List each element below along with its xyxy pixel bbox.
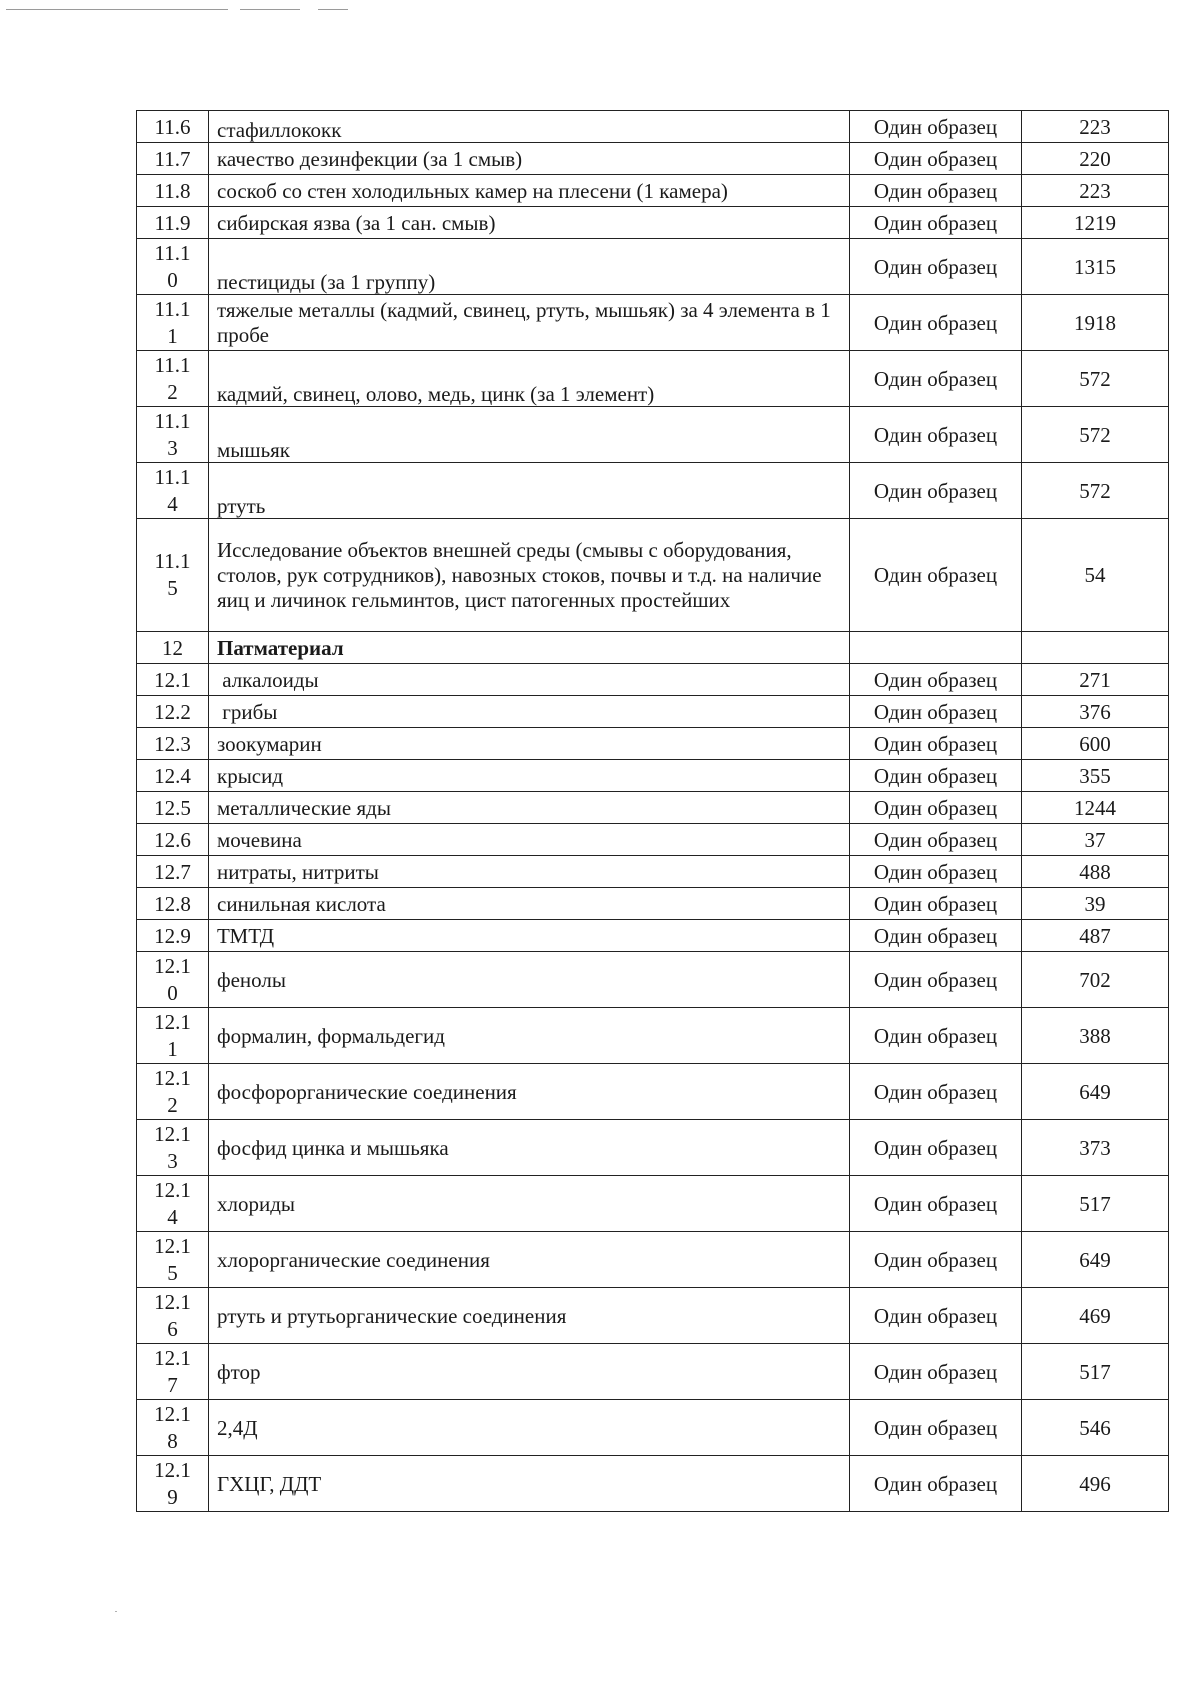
table-row — [137, 792, 1169, 824]
service-name: сибирская язва (за 1 сан. смыв) — [209, 207, 850, 239]
item-number-part: 6 — [167, 1316, 178, 1341]
price-value: 487 — [1022, 920, 1169, 952]
price-value: 376 — [1022, 696, 1169, 728]
item-number — [137, 519, 209, 632]
table-row — [137, 920, 1169, 952]
item-number: 12.6 — [137, 824, 209, 856]
price-value: 496 — [1022, 1456, 1169, 1512]
item-number-part: 11.1 — [154, 464, 191, 489]
table-row — [137, 664, 1169, 696]
unit-of-measure: Один образец — [850, 696, 1022, 728]
item-number: 11.8 — [137, 175, 209, 207]
table-row — [137, 888, 1169, 920]
item-number-part: 9 — [167, 1484, 178, 1509]
unit-of-measure: Один образец — [850, 1008, 1022, 1064]
item-number-part: 8 — [167, 1428, 178, 1453]
service-name: тяжелые металлы (кадмий, свинец, ртуть, мышьяк) за 4 элемента в 1 пробе — [209, 295, 850, 351]
item-number-part: 12.1 — [154, 1233, 191, 1258]
price-value: 1244 — [1022, 792, 1169, 824]
service-name: кадмий, свинец, олово, медь, цинк (за 1 элемент) — [209, 351, 850, 407]
table-row — [137, 1064, 1169, 1120]
table-row — [137, 111, 1169, 143]
unit-of-measure: Один образец — [850, 1456, 1022, 1512]
price-value: 469 — [1022, 1288, 1169, 1344]
table-row — [137, 856, 1169, 888]
table-row — [137, 1288, 1169, 1344]
price-value: 39 — [1022, 888, 1169, 920]
price-value: 388 — [1022, 1008, 1169, 1064]
scan-speck — [115, 1611, 117, 1612]
unit-of-measure: Один образец — [850, 824, 1022, 856]
item-number-part: 5 — [167, 1260, 178, 1285]
item-number — [137, 1120, 209, 1176]
item-number-part: 2 — [167, 1092, 178, 1117]
service-name: фтор — [209, 1344, 850, 1400]
service-name: хлорорганические соединения — [209, 1232, 850, 1288]
unit-of-measure: Один образец — [850, 664, 1022, 696]
table-row — [137, 696, 1169, 728]
item-number-part: 11.1 — [154, 549, 191, 573]
service-name: ГХЦГ, ДДТ — [209, 1456, 850, 1512]
service-name: зоокумарин — [209, 728, 850, 760]
unit-of-measure: Один образец — [850, 1344, 1022, 1400]
service-name: ТМТД — [209, 920, 850, 952]
table-row — [137, 1232, 1169, 1288]
table-row — [137, 1008, 1169, 1064]
unit-of-measure: Один образец — [850, 463, 1022, 519]
item-number — [137, 1008, 209, 1064]
price-value: 373 — [1022, 1120, 1169, 1176]
item-number-part: 4 — [167, 491, 178, 516]
price-value: 54 — [1022, 519, 1169, 632]
unit-of-measure: Один образец — [850, 239, 1022, 295]
table-row — [137, 760, 1169, 792]
item-number — [137, 239, 209, 295]
table-row — [137, 519, 1169, 632]
unit-of-measure: Один образец — [850, 175, 1022, 207]
item-number: 12.1 — [137, 664, 209, 696]
service-name: грибы — [209, 696, 850, 728]
item-number: 11.7 — [137, 143, 209, 175]
item-number: 12 — [137, 632, 209, 664]
item-number: 12.8 — [137, 888, 209, 920]
item-number-part: 3 — [167, 435, 178, 460]
price-value: 1219 — [1022, 207, 1169, 239]
unit-of-measure: Один образец — [850, 952, 1022, 1008]
item-number-part: 11.1 — [154, 408, 191, 433]
item-number-part: 12.1 — [154, 1177, 191, 1202]
item-number — [137, 1400, 209, 1456]
table-row — [137, 239, 1169, 295]
table-row — [137, 143, 1169, 175]
service-name: формалин, формальдегид — [209, 1008, 850, 1064]
item-number-part: 12.1 — [154, 1345, 191, 1370]
item-number-part: 12.1 — [154, 1121, 191, 1146]
unit-of-measure: Один образец — [850, 519, 1022, 632]
price-value: 649 — [1022, 1064, 1169, 1120]
scan-artifact-line — [6, 9, 228, 10]
price-table — [136, 110, 1169, 1512]
price-value: 572 — [1022, 407, 1169, 463]
item-number — [137, 295, 209, 351]
price-value: 271 — [1022, 664, 1169, 696]
table-row — [137, 351, 1169, 407]
service-name: ртуть — [209, 463, 850, 519]
item-number-part: 4 — [167, 1204, 178, 1229]
item-number — [137, 1288, 209, 1344]
scan-artifact-line — [318, 9, 348, 10]
item-number: 12.3 — [137, 728, 209, 760]
unit-of-measure: Один образец — [850, 1400, 1022, 1456]
item-number-part: 12.1 — [154, 1457, 191, 1482]
price-value: 37 — [1022, 824, 1169, 856]
service-name: металлические яды — [209, 792, 850, 824]
unit-of-measure: Один образец — [850, 1064, 1022, 1120]
unit-of-measure: Один образец — [850, 792, 1022, 824]
unit-of-measure: Один образец — [850, 143, 1022, 175]
item-number: 12.2 — [137, 696, 209, 728]
service-name: ртуть и ртутьорганические соединения — [209, 1288, 850, 1344]
item-number: 11.6 — [137, 111, 209, 143]
unit-of-measure: Один образец — [850, 1232, 1022, 1288]
table-row — [137, 1456, 1169, 1512]
item-number-part: 0 — [167, 980, 178, 1005]
item-number-part: 11.1 — [154, 296, 191, 321]
price-value: 220 — [1022, 143, 1169, 175]
item-number-part: 2 — [167, 379, 178, 404]
item-number — [137, 1176, 209, 1232]
price-value: 702 — [1022, 952, 1169, 1008]
service-name: соскоб со стен холодильных камер на плесени (1 камера) — [209, 175, 850, 207]
item-number — [137, 1456, 209, 1512]
service-name: нитраты, нитриты — [209, 856, 850, 888]
scan-artifact-line — [240, 9, 300, 10]
item-number-part: 11.1 — [154, 240, 191, 265]
table-row — [137, 207, 1169, 239]
service-name: алкалоиды — [209, 664, 850, 696]
service-name: фосфорорганические соединения — [209, 1064, 850, 1120]
price-value: 546 — [1022, 1400, 1169, 1456]
unit-of-measure: Один образец — [850, 728, 1022, 760]
unit-of-measure: Один образец — [850, 407, 1022, 463]
table-row — [137, 728, 1169, 760]
service-name: качество дезинфекции (за 1 смыв) — [209, 143, 850, 175]
unit-of-measure: Один образец — [850, 295, 1022, 351]
table-row — [137, 175, 1169, 207]
unit-of-measure: Один образец — [850, 1176, 1022, 1232]
service-name: стафиллококк — [209, 111, 850, 143]
item-number-part: 3 — [167, 1148, 178, 1173]
item-number: 11.9 — [137, 207, 209, 239]
item-number — [137, 1232, 209, 1288]
item-number — [137, 407, 209, 463]
price-value: 355 — [1022, 760, 1169, 792]
unit-of-measure: Один образец — [850, 1120, 1022, 1176]
unit-of-measure: Один образец — [850, 207, 1022, 239]
item-number-part: 12.1 — [154, 1289, 191, 1314]
service-name: мышьяк — [209, 407, 850, 463]
service-name: мочевина — [209, 824, 850, 856]
unit-of-measure: Один образец — [850, 1288, 1022, 1344]
unit-of-measure: Один образец — [850, 111, 1022, 143]
price-table-body — [137, 111, 1169, 1512]
item-number-part: 1 — [167, 323, 178, 348]
service-name: фосфид цинка и мышьяка — [209, 1120, 850, 1176]
service-name: синильная кислота — [209, 888, 850, 920]
price-value: 649 — [1022, 1232, 1169, 1288]
item-number-part: 5 — [167, 576, 178, 600]
unit-of-measure: Один образец — [850, 888, 1022, 920]
item-number-part: 12.1 — [154, 953, 191, 978]
table-row — [137, 1400, 1169, 1456]
item-number-part: 7 — [167, 1372, 178, 1397]
price-value: 223 — [1022, 175, 1169, 207]
table-row — [137, 824, 1169, 856]
service-name: крысид — [209, 760, 850, 792]
item-number: 12.9 — [137, 920, 209, 952]
price-value: 517 — [1022, 1176, 1169, 1232]
price-value: 572 — [1022, 351, 1169, 407]
price-value: 1315 — [1022, 239, 1169, 295]
item-number-part: 12.1 — [154, 1401, 191, 1426]
table-row — [137, 1176, 1169, 1232]
unit-of-measure: Один образец — [850, 351, 1022, 407]
service-name: хлориды — [209, 1176, 850, 1232]
item-number — [137, 1064, 209, 1120]
price-value: 600 — [1022, 728, 1169, 760]
item-number — [137, 952, 209, 1008]
table-row — [137, 1344, 1169, 1400]
unit-of-measure: Один образец — [850, 856, 1022, 888]
service-name: 2,4Д — [209, 1400, 850, 1456]
unit-of-measure: Один образец — [850, 760, 1022, 792]
section-title: Патматериал — [209, 632, 850, 664]
table-row — [137, 1120, 1169, 1176]
table-row — [137, 952, 1169, 1008]
unit-of-measure: Один образец — [850, 920, 1022, 952]
price-value: 488 — [1022, 856, 1169, 888]
item-number — [137, 1344, 209, 1400]
item-number-part: 12.1 — [154, 1009, 191, 1034]
table-row — [137, 463, 1169, 519]
price-value: 223 — [1022, 111, 1169, 143]
item-number-part: 0 — [167, 267, 178, 292]
item-number: 12.5 — [137, 792, 209, 824]
service-name: фенолы — [209, 952, 850, 1008]
item-number-part: 1 — [167, 1036, 178, 1061]
table-row — [137, 295, 1169, 351]
item-number-part: 11.1 — [154, 352, 191, 377]
item-number: 12.4 — [137, 760, 209, 792]
service-name: пестициды (за 1 группу) — [209, 239, 850, 295]
item-number — [137, 463, 209, 519]
price-value: 572 — [1022, 463, 1169, 519]
price-value: 517 — [1022, 1344, 1169, 1400]
unit-of-measure — [850, 632, 1022, 664]
item-number — [137, 351, 209, 407]
price-value: 1918 — [1022, 295, 1169, 351]
price-value — [1022, 632, 1169, 664]
item-number: 12.7 — [137, 856, 209, 888]
item-number-part: 12.1 — [154, 1065, 191, 1090]
table-row — [137, 632, 1169, 664]
table-row — [137, 407, 1169, 463]
service-name: Исследование объектов внешней среды (смывы с оборудования, столов, рук сотрудников), навозных стоков, почвы и т.д. на наличие яиц и личинок гельминтов, цист патогенных простейших — [209, 519, 850, 632]
